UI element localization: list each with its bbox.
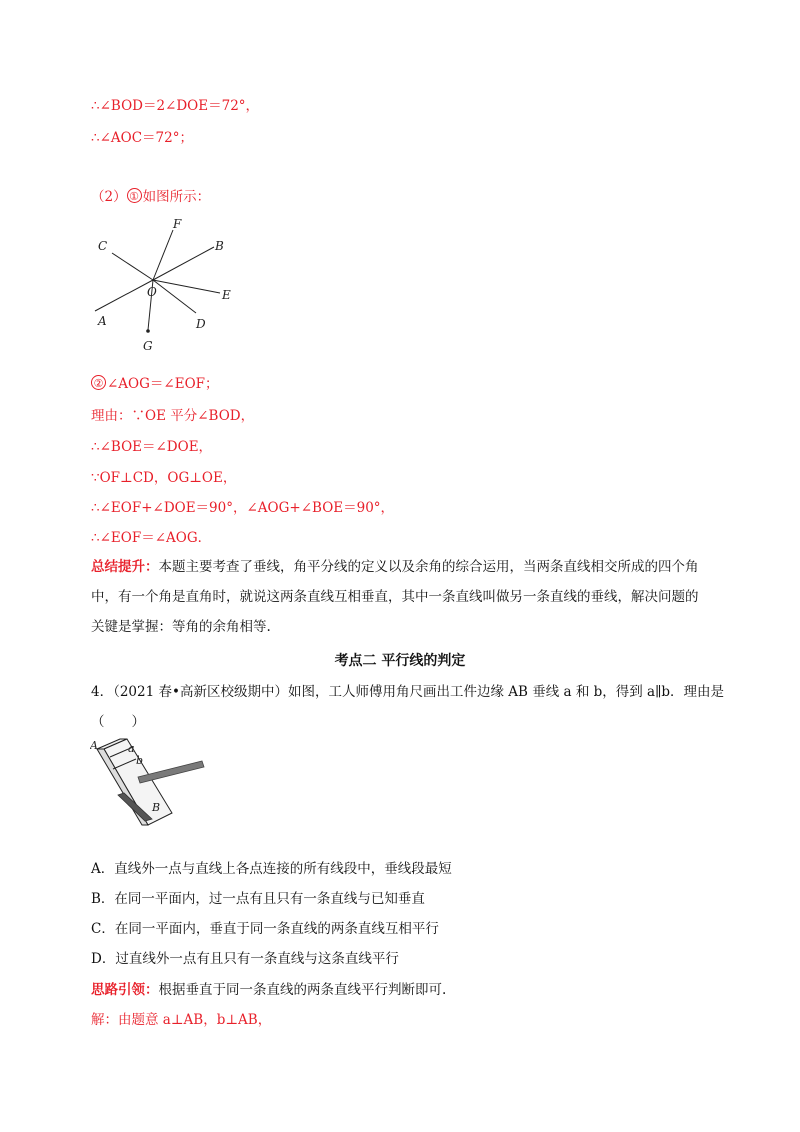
solution-line: 解：由题意 a⊥AB，b⊥AB，: [91, 1012, 272, 1028]
ray-oc: [112, 253, 153, 280]
label-a: A: [98, 314, 107, 328]
part2b-heading: [91, 375, 219, 393]
summary-text-2: 中，有一个角是直角时，就说这两条直线互相垂直，其中一条直线叫做另一条直线的垂线，解决问题的: [91, 589, 699, 605]
label-g: G: [143, 339, 153, 353]
label-f: F: [173, 217, 182, 231]
proof-line-1: ∴∠BOD＝2∠DOE＝72°，: [91, 98, 260, 114]
angle-figure: [90, 212, 250, 357]
ray-ob: [153, 247, 214, 280]
label-o: O: [147, 285, 157, 299]
circled-two: ②: [91, 375, 106, 390]
circled-one: ①: [127, 188, 142, 203]
summary-label: 总结提升：: [91, 559, 159, 575]
hint-label: 思路引领：: [91, 982, 159, 998]
ruler-blade: [138, 761, 204, 783]
hint-text: 根据垂直于同一条直线的两条直线平行判断即可.: [158, 982, 447, 998]
label-fig2-b-lower: b: [136, 754, 144, 767]
part2-text: 如图所示：: [142, 189, 211, 205]
reason-line-3: ∵OF⊥CD，OG⊥OE，: [91, 470, 237, 486]
label-fig2-b-upper: B: [152, 801, 161, 814]
workpiece-figure: [90, 735, 210, 835]
question-body: （2021 春•高新区校级期中）如图，工人师傅用角尺画出工件边缘 AB 垂线 a 和 b，得到 a∥b．理由是: [113, 684, 724, 700]
reason-line-5: ∴∠EOF＝∠AOG．: [91, 530, 212, 546]
label-e: E: [222, 288, 231, 302]
summary-text-3: 关键是掌握：等角的余角相等.: [91, 619, 271, 635]
reason-line-2: ∴∠BOE＝∠DOE，: [91, 439, 213, 455]
option-c: C．在同一平面内，垂直于同一条直线的两条直线互相平行: [91, 921, 439, 937]
label-fig2-a-lower: a: [128, 742, 135, 755]
option-d: D．过直线外一点有且只有一条直线与这条直线平行: [91, 951, 399, 967]
reason-line-4: ∴∠EOF+∠DOE＝90°，∠AOG+∠BOE＝90°，: [91, 500, 395, 516]
hint-line: [91, 981, 446, 999]
ray-oa: [95, 280, 153, 311]
reason-line-1: 理由：∵OE 平分∠BOD，: [91, 408, 255, 424]
question-4-text: [91, 683, 724, 701]
label-d: D: [196, 317, 206, 331]
section-heading: 考点二 平行线的判定: [334, 653, 466, 669]
part2-heading: [91, 188, 210, 206]
label-fig2-a-upper: A: [90, 739, 98, 752]
part2-label: （2）: [91, 189, 127, 205]
ray-oe: [153, 280, 220, 293]
ray-of: [153, 230, 173, 280]
proof-line-2: ∴∠AOC＝72°；: [91, 130, 193, 146]
option-a: A．直线外一点与直线上各点连接的所有线段中，垂线段最短: [91, 861, 452, 877]
point-g: [146, 329, 150, 333]
label-c: C: [98, 239, 108, 253]
option-b: B．在同一平面内，过一点有且只有一条直线与已知垂直: [91, 891, 425, 907]
summary-text-1: 本题主要考查了垂线，角平分线的定义以及余角的综合运用，当两条直线相交所成的四个角: [158, 559, 699, 575]
question-number: 4．: [91, 684, 114, 700]
part2b-text: ∠AOG＝∠EOF；: [107, 376, 219, 392]
label-b: B: [215, 239, 224, 253]
summary-paragraph: [91, 552, 711, 642]
answer-bracket: （ ）: [91, 714, 145, 730]
ray-od: [153, 280, 196, 313]
